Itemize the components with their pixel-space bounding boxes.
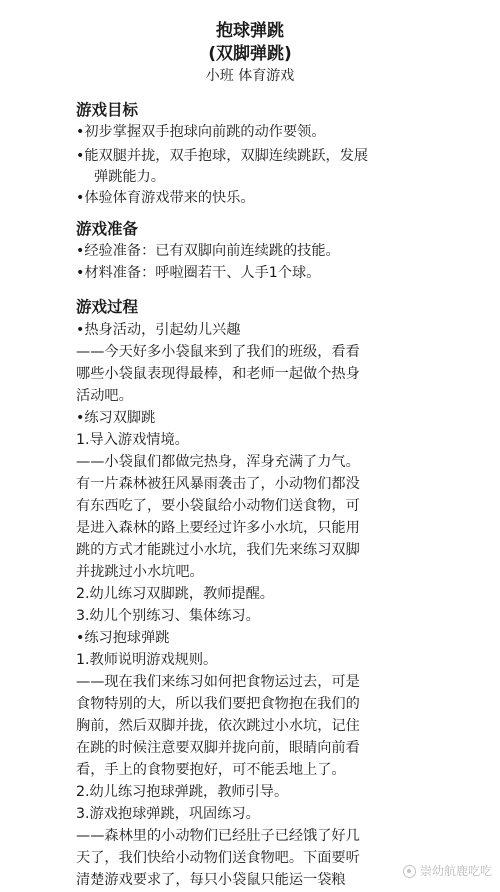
process-line: 食物特别的大，所以我们要把食物抱在我们的 bbox=[76, 696, 360, 712]
document-category: 小班 体育游戏 bbox=[205, 68, 295, 84]
process-line: •练习抱球弹跳 bbox=[76, 630, 170, 646]
process-line: 清楚游戏要求了，每只小袋鼠只能运一袋粮 bbox=[76, 872, 346, 888]
process-line: ——小袋鼠们都做完热身，浑身充满了力气。 bbox=[76, 454, 360, 470]
process-line: 胸前，然后双脚并拢，依次跳过小水坑，记住 bbox=[76, 718, 360, 734]
section-heading-preparation: 游戏准备 bbox=[76, 220, 139, 238]
process-line: 哪些小袋鼠表现得最棒，和老师一起做个热身 bbox=[76, 366, 360, 382]
process-line: •练习双脚跳 bbox=[76, 410, 156, 426]
process-line: 3.幼儿个别练习、集体练习。 bbox=[76, 608, 260, 624]
watermark-text: 崇幼航鹿吃吃 bbox=[419, 864, 492, 878]
process-line: 在跳的时候注意要双脚并拢向前，眼睛向前看 bbox=[76, 740, 360, 756]
process-line: 1.导入游戏情境。 bbox=[76, 432, 189, 448]
document-subtitle: (双脚弹跳) bbox=[208, 44, 292, 64]
process-line: 有东西吃了，要小袋鼠给小动物们送食物，可 bbox=[76, 498, 360, 514]
process-line: 活动吧。 bbox=[76, 388, 133, 404]
process-line: •热身活动，引起幼儿兴趣 bbox=[76, 322, 241, 338]
process-line: 2.幼儿练习双脚跳，教师提醒。 bbox=[76, 586, 274, 602]
preparation-line: •经验准备：已有双脚向前连续跳的技能。 bbox=[76, 243, 340, 259]
process-line: ——森林里的小动物们已经肚子已经饿了好几 bbox=[76, 828, 360, 844]
goal-line: •能双腿并拢，双手抱球，双脚连续跳跃，发展 bbox=[76, 148, 369, 164]
goal-line: •体验体育游戏带来的快乐。 bbox=[76, 190, 255, 206]
process-line: 1.教师说明游戏规则。 bbox=[76, 652, 218, 668]
preparation-line: •材料准备：呼啦圈若干、人手1个球。 bbox=[76, 265, 321, 281]
account-icon bbox=[403, 865, 416, 878]
watermark bbox=[403, 863, 492, 879]
process-line: 并拢跳过小水坑吧。 bbox=[76, 564, 204, 580]
goal-line: •初步掌握双手抱球向前跳的动作要领。 bbox=[76, 124, 326, 140]
section-heading-process: 游戏过程 bbox=[76, 298, 139, 316]
section-heading-goals: 游戏目标 bbox=[76, 101, 139, 119]
process-line: 有一片森林被狂风暴雨袭击了，小动物们都没 bbox=[76, 476, 360, 492]
document-title: 抱球弹跳 bbox=[216, 21, 284, 41]
process-line: ——今天好多小袋鼠来到了我们的班级，看看 bbox=[76, 344, 360, 360]
process-line: ——现在我们来练习如何把食物运过去，可是 bbox=[76, 674, 360, 690]
process-line: 天了，我们快给小动物们送食物吧。下面要听 bbox=[76, 850, 360, 866]
process-line: 是进入森林的路上要经过许多小水坑，只能用 bbox=[76, 520, 360, 536]
process-line: 3.游戏抱球弹跳，巩固练习。 bbox=[76, 806, 260, 822]
goal-line: 弹跳能力。 bbox=[94, 169, 165, 185]
process-line: 看，手上的食物要抱好，可不能丢地上了。 bbox=[76, 762, 346, 778]
process-line: 跳的方式才能跳过小水坑，我们先来练习双脚 bbox=[76, 542, 360, 558]
process-line: 2.幼儿练习抱球弹跳，教师引导。 bbox=[76, 784, 289, 800]
